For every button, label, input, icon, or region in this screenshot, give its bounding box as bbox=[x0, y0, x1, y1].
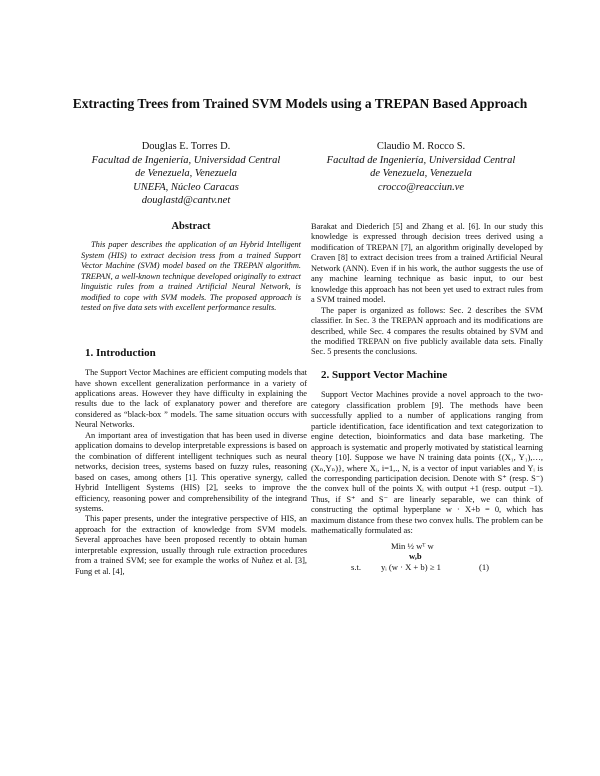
author-2-affiliation-line: de Venezuela, Venezuela bbox=[370, 168, 472, 179]
right-column bbox=[311, 222, 543, 572]
abstract-heading: Abstract bbox=[171, 221, 211, 232]
equation-objective-line bbox=[311, 541, 543, 552]
intro-paragraph: The Support Vector Machines are efficient computing models that have shown excellent generalization performance in a variety of applications areas. However they have difficulty in explaining the results due to the lack of explanatory power and therefore are considered as “black-box ” models. The same situation occurs with Neural Networks. bbox=[75, 368, 307, 430]
intro-paragraph: An important area of investigation that has been used in diverse application domains to develop interpretable expressions is based on the combination of different intelligent techniques such as neural networks, decision trees, systems based on fuzzy rules, reasoning based on cases, among others [1]. This operative synergy, called Hybrid Intelligent Systems (HIS) [2], seeks to improve the efficiency, reasoning power and comprehensibility of the integrand systems. bbox=[75, 430, 307, 513]
intro-continuation: Barakat and Diederich [5] and Zhang et al. [6]. In our study this knowledge is expressed through decision trees derived using a modification of TREPAN [7], an algorithm originally developed by Craven [8] to extract decision trees from a trained Artificial Neural Network (ANN). Even if in his work, the author suggests the use of any machine learning technique as basic input, to our best knowledge this approach has not been yet used to extract rules from a SVM trained model. bbox=[311, 222, 543, 305]
author-2-email: crocco@reacciun.ve bbox=[377, 181, 465, 193]
abstract bbox=[75, 222, 307, 314]
author-1-name: Douglas E. Torres D. bbox=[141, 141, 231, 152]
author-1-affiliation-line: UNEFA, Núcleo Caracas bbox=[133, 181, 239, 193]
section-1-heading: 1. Introduction bbox=[85, 346, 156, 359]
author-2 bbox=[311, 140, 531, 194]
author-1-affiliation-line: de Venezuela, Venezuela bbox=[135, 168, 237, 179]
equation-variables: w,b bbox=[409, 551, 422, 562]
equation-objective: Min ½ wᵀ w bbox=[391, 540, 434, 551]
intro-paragraph: This paper presents, under the integrative perspective of HIS, an approach for the extraction of knowledge from SVM models. Several approaches have been proposed recently to obtain human interpretable expression, usually through rule extraction procedures from a trained SVM; see for example the works of Nuñez et al. [3], Fung et al. [4], bbox=[75, 514, 307, 576]
paper-title: Extracting Trees from Trained SVM Models using a TREPAN Based Approach bbox=[72, 96, 528, 111]
equation-constraint-label: s.t. bbox=[351, 561, 362, 572]
author-1-affiliation-line: Facultad de Ingeniería, Universidad Central bbox=[91, 154, 281, 166]
equation-constraint: yᵢ (w · X + b) ≥ 1 bbox=[381, 561, 441, 572]
section-2-heading: 2. Support Vector Machine bbox=[321, 368, 448, 381]
equation-variables-line bbox=[311, 551, 543, 562]
equation-number: (1) bbox=[479, 561, 490, 572]
author-1 bbox=[76, 140, 296, 208]
left-column bbox=[75, 222, 307, 577]
author-2-affiliation-line: Facultad de Ingeniería, Universidad Central bbox=[326, 154, 516, 166]
equation-constraint-line bbox=[311, 562, 543, 573]
author-2-name: Claudio M. Rocco S. bbox=[376, 141, 466, 152]
abstract-text: This paper describes the application of an Hybrid Intelligent System (HIS) to extract decision tress from a trained Support Vector Machine (SVM) model based on the TREPAN algorithm. TREPAN, a well-known technique developed originally to extract linguistic rules from a trained Artificial Neural Network, is modified to cope with SVM models. The proposed approach is tested on five data sets with excellent performance results. bbox=[81, 240, 301, 313]
organization-paragraph: The paper is organized as follows: Sec. 2 describes the SVM classifier. In Sec. 3 the TREPAN approach and its modifications are described, while Sec. 4 compares the results obtained by SVM and the modified TREPAN on five publicly available data sets. Finally Sec. 5 presents the conclusions. bbox=[311, 305, 543, 357]
svm-paragraph: Support Vector Machines provide a novel approach to the two-category classification problem [9]. The methods have been successfully applied to a number of applications ranging from particle identification, face identification and text categorization to engine detection, bioinformatics and data base marketing. The approach is systematic and properly motivated by statistical learning theory [10]. Suppose we have N training data points {(X₁, Y₁),…, (Xₙ,Yₙ)}, where Xᵢ, i=1,., N, is a vector of input variables and Yᵢ is the corresponding participation decision. Denote with S⁺ (resp. S⁻) the convex hull of the points Xᵢ with output +1 (resp. output −1). Thus, if S⁺ and S⁻ are linearly separable, we can think of constructing the optimal hyperplane w · X+b = 0, which has maximum distance from these two convex hulls. The problem can be mathematically formulated as: bbox=[311, 390, 543, 536]
author-1-email: douglastd@cantv.net bbox=[141, 195, 231, 206]
